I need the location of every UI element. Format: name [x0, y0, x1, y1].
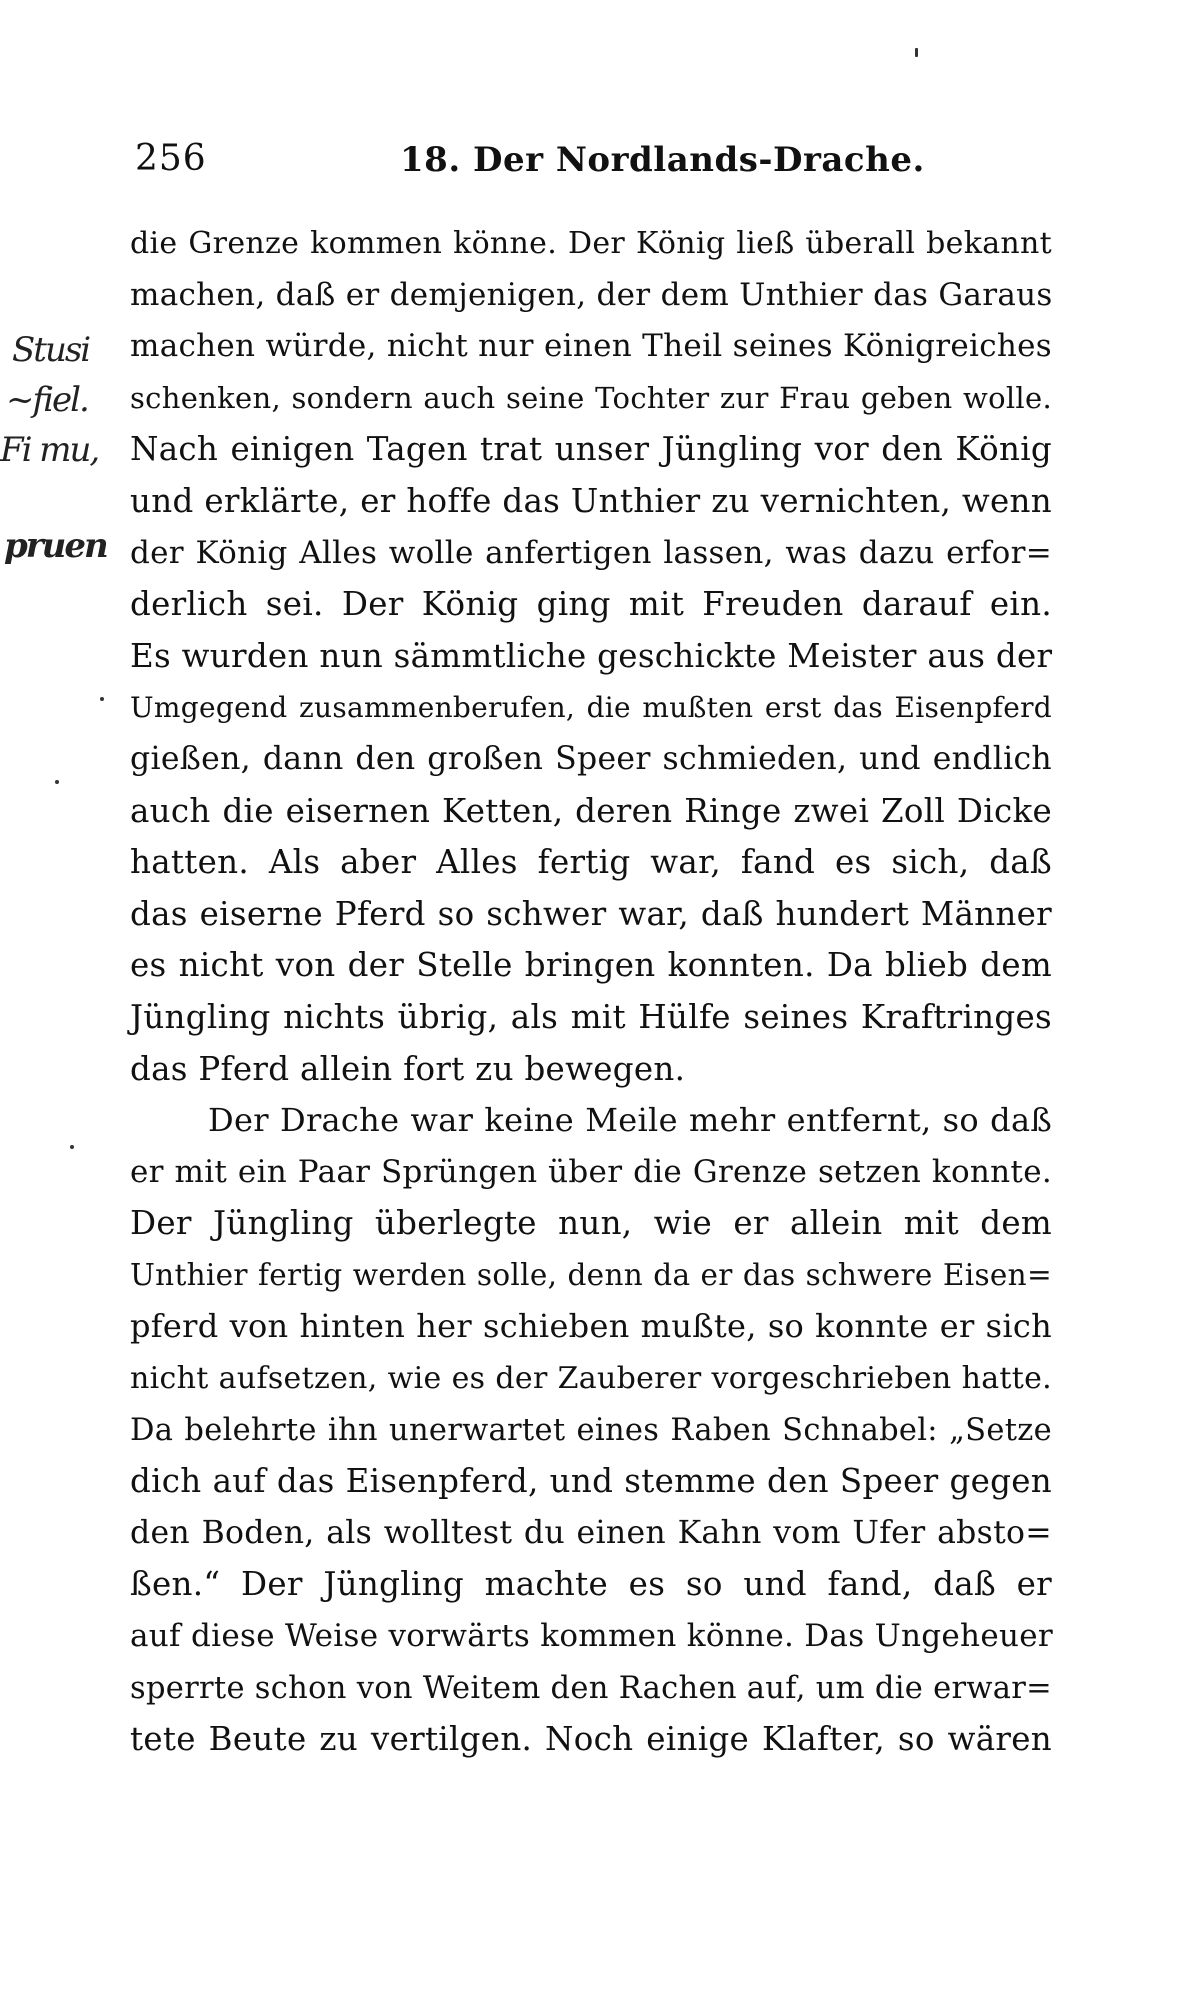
text-line: den Boden, als wolltest du einen Kahn vom Ufer absto= [130, 1514, 1052, 1551]
text-line: Jüngling nichts übrig, als mit Hülfe seines Kraftringes [130, 997, 1052, 1036]
text-line: Unthier fertig werden solle, denn da er das schwere Eisen= [130, 1257, 1052, 1292]
text-line: Da belehrte ihn unerwartet eines Raben Schnabel: „Setze [130, 1412, 1052, 1448]
body-text [130, 218, 1052, 1766]
text-line: er mit ein Paar Sprüngen über die Grenze setzen konnte. [130, 1153, 1052, 1190]
text-line: Nach einigen Tagen trat unser Jüngling vor den König [130, 430, 1052, 469]
text-line: hatten. Als aber Alles fertig war, fand es sich, daß [130, 843, 1052, 882]
text-line: auf diese Weise vorwärts kommen könne. Das Ungeheuer [130, 1618, 1054, 1655]
ink-speck [915, 48, 918, 57]
marginal-note: Fi mu, [0, 430, 99, 470]
text-line: Der Jüngling überlegte nun, wie er allein mit dem [130, 1204, 1052, 1243]
text-line: der König Alles wolle anfertigen lassen, was dazu erfor= [130, 534, 1052, 571]
text-line: sperrte schon von Weitem den Rachen auf, um die erwar= [130, 1670, 1052, 1706]
text-line: pferd von hinten her schieben mußte, so konnte er sich [130, 1307, 1052, 1346]
text-line: die Grenze kommen könne. Der König ließ überall bekannt [130, 226, 1052, 261]
marginal-note: Stusi [12, 330, 90, 370]
text-line: ßen.“ Der Jüngling machte es so und fand, daß er [130, 1565, 1052, 1604]
text-line: Umgegend zusammenberufen, die mußten erst das Eisenpferd [130, 691, 1052, 725]
text-line: machen, daß er demjenigen, der dem Unthier das Garaus [130, 276, 1053, 313]
text-line: schenken, sondern auch seine Tochter zur Frau geben wolle. [130, 380, 1052, 415]
marginal-note: ~fiel. [6, 380, 88, 420]
text-line: tete Beute zu vertilgen. Noch einige Klafter, so wären [130, 1720, 1052, 1759]
text-line: Der Drache war keine Meile mehr entfernt, so daß [208, 1101, 1052, 1140]
text-line: machen würde, nicht nur einen Theil seines Königreiches [130, 328, 1052, 365]
text-line: auch die eisernen Ketten, deren Ringe zwei Zoll Dicke [130, 791, 1052, 830]
ink-speck [70, 1145, 74, 1149]
ink-speck [55, 780, 59, 784]
text-line: nicht aufsetzen, wie es der Zauberer vorgeschrieben hatte. [130, 1361, 1052, 1397]
page-header [135, 138, 1050, 188]
text-line: gießen, dann den großen Speer schmieden, und endlich [130, 740, 1052, 777]
text-line: das Pferd allein fort zu bewegen. [130, 1049, 686, 1088]
marginal-note: pruen [4, 526, 107, 566]
page-number: 256 [135, 138, 207, 179]
text-line: es nicht von der Stelle bringen konnten. Da blieb dem [130, 946, 1052, 985]
text-line: dich auf das Eisenpferd, und stemme den Speer gegen [130, 1462, 1052, 1501]
text-line: das eiserne Pferd so schwer war, daß hundert Männer [130, 894, 1052, 933]
text-line: derlich sei. Der König ging mit Freuden darauf ein. [130, 585, 1052, 624]
ink-speck [100, 697, 104, 701]
text-line: Es wurden nun sämmtliche geschickte Meister aus der [130, 636, 1053, 675]
text-line: und erklärte, er hoffe das Unthier zu vernichten, wenn [130, 481, 1052, 520]
running-head: 18. Der Nordlands-Drache. [400, 140, 925, 180]
